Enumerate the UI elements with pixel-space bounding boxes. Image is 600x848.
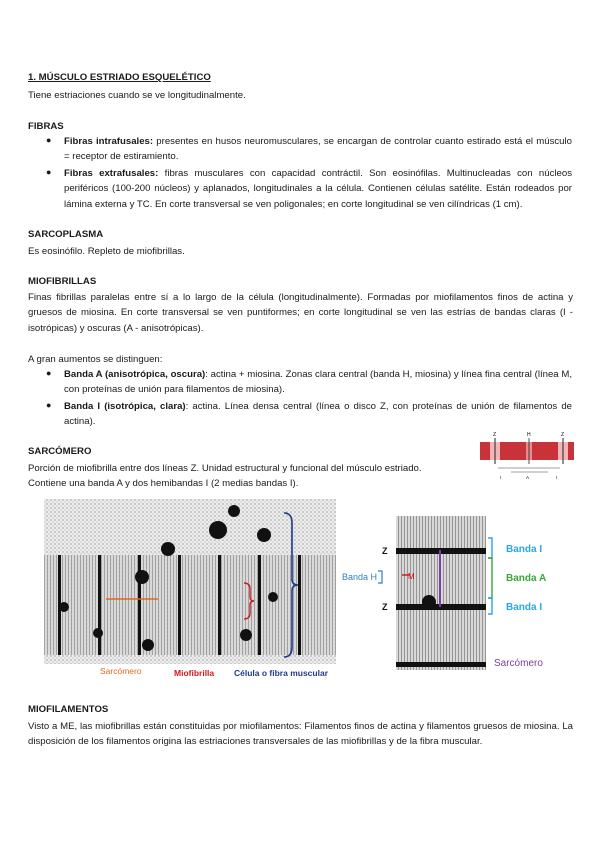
z-line <box>298 555 301 655</box>
definition: : actina. Línea densa central (línea o disco Z, con proteínas de unión de filamentos de actina). <box>64 401 572 428</box>
z-line <box>258 555 261 655</box>
z-line <box>98 555 101 655</box>
sarcoplasma-text: Es eosinófilo. Repleto de miofibrillas. <box>28 246 185 257</box>
banda-h-bracket <box>378 571 382 583</box>
sarcoplasma-heading: SARCOPLASMA <box>28 229 104 240</box>
banda-i-bracket-top <box>488 538 492 558</box>
z-label: Z <box>493 432 497 438</box>
h-label: H <box>527 432 531 438</box>
term: Banda A (anisotrópica, oscura) <box>64 369 206 380</box>
nucleus <box>209 521 227 539</box>
fibras-item-intrafusales <box>64 134 572 165</box>
i-label: I <box>500 475 502 480</box>
definition: fibras musculares con capacidad contráctil. Son eosinófilas. Multinucleadas con núcleos periféricos (100-200 núcleos) y aplanados, longitudinales a la célula. Contienen células satélite. Están rodeados por lámina externa y TC. En corte transversal se ven poligonales; en corte longitudinal se ven cilíndricas (1 cm). <box>64 168 572 210</box>
banda-i-label-top: Banda I <box>506 544 543 555</box>
banda-i-label-bottom: Banda I <box>506 602 543 613</box>
z-label-top: Z <box>382 546 388 556</box>
nucleus <box>93 628 103 638</box>
bullet: ● <box>46 400 52 410</box>
definition: presentes en husos neuromusculares, se encargan de controlar cuanto estirado está el músculo = receptor de estiramiento. <box>64 136 572 163</box>
bullet: ● <box>46 368 52 378</box>
miofibrillas-text: Finas fibrillas paralelas entre sí a lo largo de la célula (longitudinalmente). Formadas por miofilamentos finos de actina y gruesos de miosina. En corte transversal se ven puntiformes; en corte longitudinal se ven las estrías de bandas claras (I - isotrópicas) y oscuras (A - anisotrópicas). <box>28 292 573 334</box>
nucleus <box>161 542 175 556</box>
sarcomero-heading: SARCÓMERO <box>28 446 92 457</box>
m-label: M <box>408 572 415 581</box>
miofilamentos-text: Visto a ME, las miofibrillas están constituidas por miofilamentos: Filamentos finos de actina y filamentos gruesos de miosina. La disposición de los filamentos origina las estriaciones transversales de las miofibrillas y de la fibra muscular. <box>28 721 573 748</box>
term: Banda I (isotrópica, clara) <box>64 401 186 412</box>
z-label: Z <box>561 432 565 438</box>
sarcomero-label-right: Sarcómero <box>494 658 543 669</box>
page-title: 1. MÚSCULO ESTRIADO ESQUELÉTICO <box>28 72 211 83</box>
nucleus <box>240 629 252 641</box>
sarcomero-line1: Porción de miofibrilla entre dos líneas Z. Unidad estructural y funcional del músculo estriado. <box>28 463 422 474</box>
term: Fibras intrafusales: <box>64 136 154 147</box>
nucleus <box>142 639 154 651</box>
nucleus <box>268 592 278 602</box>
term: Fibras extrafusales: <box>64 168 159 179</box>
nucleus <box>59 602 69 612</box>
sarcomere-schematic <box>478 428 578 488</box>
banda-h-label: Banda H <box>342 572 378 582</box>
intro-text: Tiene estriaciones cuando se ve longitudinalmente. <box>28 90 246 101</box>
sarcomero-label: Sarcómero <box>100 666 142 676</box>
banda-i-bracket-bottom <box>488 598 492 614</box>
celula-label: Célula o fibra muscular <box>234 668 328 678</box>
miofilamentos-heading: MIOFILAMENTOS <box>28 704 109 715</box>
banda-i-item <box>64 399 572 430</box>
z-label-bottom: Z <box>382 602 388 612</box>
nucleus <box>135 570 149 584</box>
definition: : actina + miosina. Zonas clara central (banda H, miosina) y línea fina central (línea M, con proteínas de unión para filamentos de miosina). <box>64 369 572 396</box>
z-line-lower <box>396 662 486 667</box>
miofibrillas-heading: MIOFIBRILLAS <box>28 276 97 287</box>
bullet: ● <box>46 167 52 177</box>
micrograph-sarcomero <box>338 512 583 680</box>
miofibrilla-label: Miofibrilla <box>174 668 215 678</box>
fibras-item-extrafusales <box>64 166 572 212</box>
z-line <box>218 555 221 655</box>
i-label: I <box>556 475 558 480</box>
banda-a-item <box>64 367 572 398</box>
a-label: A <box>526 475 530 480</box>
aumentos-text: A gran aumentos se distinguen: <box>28 354 163 365</box>
fibras-heading: FIBRAS <box>28 121 64 132</box>
bullet: ● <box>46 135 52 145</box>
sarcomero-line2: Contiene una banda A y dos hemibandas I (2 medias bandas I). <box>28 478 299 489</box>
z-line <box>138 555 141 655</box>
nucleus <box>228 505 240 517</box>
nucleus <box>257 528 271 542</box>
banda-a-bracket <box>488 558 492 598</box>
micrograph-fibra-muscular <box>38 495 344 683</box>
banda-a-label: Banda A <box>506 573 547 584</box>
nucleus <box>422 595 436 609</box>
z-line <box>178 555 181 655</box>
